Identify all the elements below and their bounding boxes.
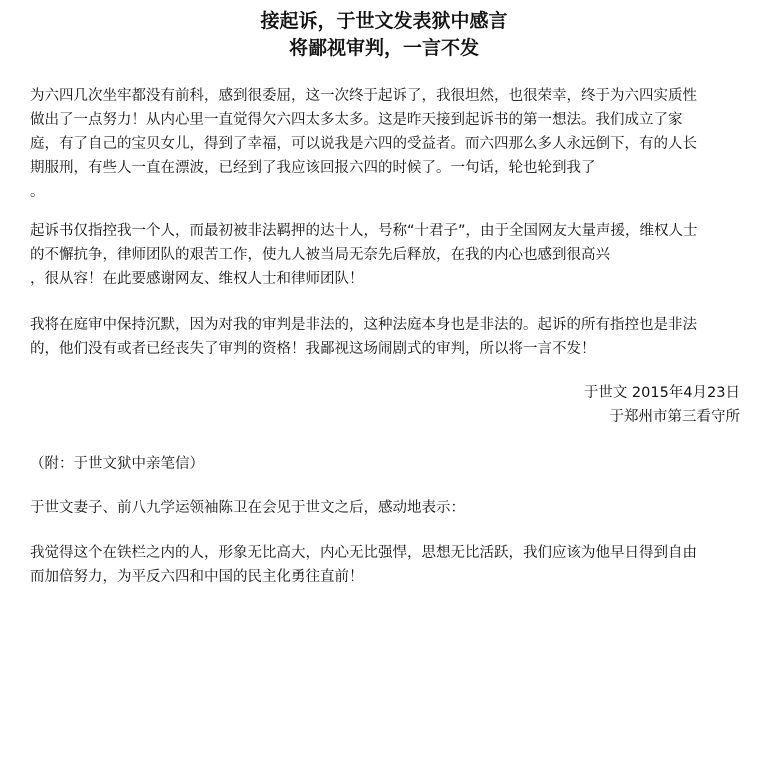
quote-paragraph — [30, 541, 740, 589]
text-line: 的，他们没有或者已经丧失了审判的资格！我鄙视这场闹剧式的审判，所以将一言不发！ — [30, 341, 596, 357]
signature-location: 于郑州市第三看守所 — [609, 409, 740, 425]
paragraph-3 — [30, 313, 740, 361]
wife-intro — [30, 496, 740, 520]
text-line: 庭，有了自己的宝贝女儿，得到了幸福，可以说我是六四的受益者。而六四那么多人永远倒下，有的人长 — [30, 136, 697, 152]
appendix-note — [30, 452, 740, 476]
signature-name-date: 于世文 2015年4月23日 — [583, 385, 740, 401]
text-line: ，很从容！在此要感谢网友、维权人士和律师团队！ — [30, 271, 364, 287]
article-subtitle: 将鄙视审判，一言不发 — [288, 37, 479, 59]
text-line: 于世文妻子、前八九学运领袖陈卫在会见于世文之后，感动地表示： — [30, 500, 465, 516]
text-line: 做出了一点努力！从内心里一直觉得欠六四太多太多。这是昨天接到起诉书的第一想法。我们成立了家 — [30, 112, 683, 128]
text-line: 而加倍努力，为平反六四和中国的民主化勇往直前！ — [30, 569, 364, 585]
text-line: 。 — [30, 184, 45, 200]
text-line: 的不懈抗争，律师团队的艰苦工作，使九人被当局无奈先后释放，在我的内心也感到很高兴 — [30, 247, 610, 263]
signature — [584, 381, 740, 429]
text-line: 我将在庭审中保持沉默，因为对我的审判是非法的，这种法庭本身也是非法的。起诉的所有指控也是非法 — [30, 317, 697, 333]
text-line: 期服刑，有些人一直在漂波，已经到了我应该回报六四的时候了。一句话，轮也轮到我了 — [30, 160, 596, 176]
paragraph-1 — [30, 84, 740, 204]
text-line: 起诉书仅指控我一个人，而最初被非法羁押的达十人，号称“十君子”，由于全国网友大量声援，维权人士 — [30, 223, 698, 239]
text-line: （附：于世文狱中亲笔信） — [30, 456, 204, 472]
paragraph-2 — [30, 219, 740, 291]
text-line: 我觉得这个在铁栏之内的人，形象无比高大，内心无比强悍，思想无比活跃，我们应该为他早日得到自由 — [30, 545, 697, 561]
article-title: 接起诉，于世文发表狱中感言 — [260, 10, 508, 32]
text-line: 为六四几次坐牢都没有前科，感到很委屈，这一次终于起诉了，我很坦然，也很荣幸，终于为六四实质性 — [30, 88, 697, 104]
